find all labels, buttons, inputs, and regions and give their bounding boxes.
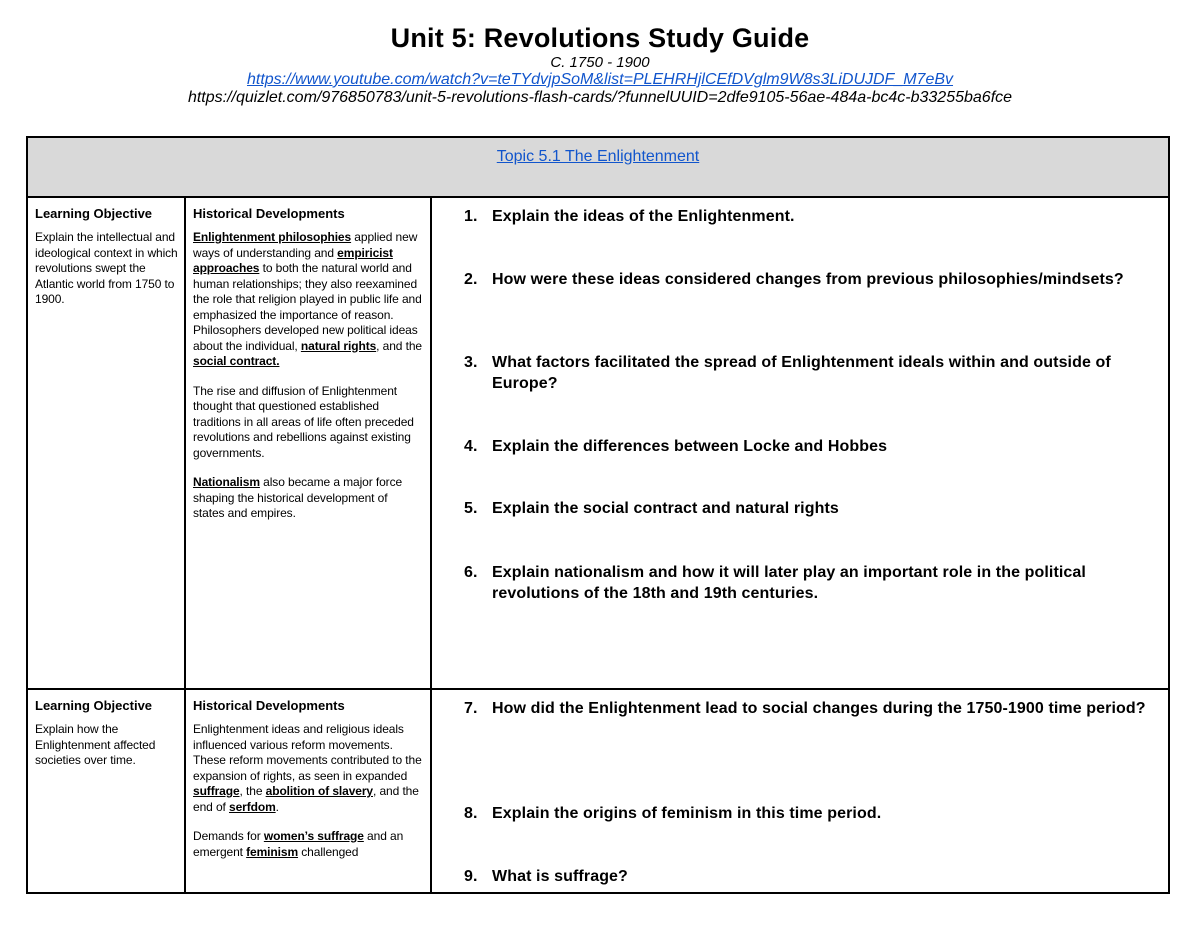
key-term: Nationalism bbox=[193, 475, 260, 489]
question-number: 2. bbox=[464, 271, 478, 288]
key-term: natural rights bbox=[300, 338, 377, 353]
paragraph-text: , the bbox=[239, 784, 266, 798]
question-text: How did the Enlightenment lead to social changes during the 1750-1900 time period? bbox=[492, 700, 1146, 717]
historical-developments-heading: Historical Developments bbox=[193, 206, 345, 221]
question-item bbox=[464, 498, 1164, 519]
question-item bbox=[464, 436, 1164, 457]
document-title: Unit 5: Revolutions Study Guide bbox=[390, 23, 810, 53]
question-text: Explain the origins of feminism in this time period. bbox=[492, 805, 882, 822]
key-term: social contract. bbox=[193, 354, 280, 368]
key-term: abolition of slavery bbox=[265, 784, 374, 798]
question-number: 6. bbox=[464, 564, 478, 581]
paragraph-text: , and the end of bbox=[193, 784, 419, 814]
table-row bbox=[28, 198, 1168, 690]
paragraph-text: Demands for bbox=[193, 829, 264, 843]
question-number: 9. bbox=[464, 868, 478, 885]
youtube-link[interactable]: https://www.youtube.com/watch?v=teTYdvjpSoM&list=PLEHRHjlCEfDVglm9W8s3LiDUJDF_M7eBv bbox=[246, 71, 954, 88]
question-item bbox=[464, 352, 1164, 394]
paragraph-text: challenged bbox=[298, 844, 359, 859]
development-paragraph: The rise and diffusion of Enlightenment thought that questioned established traditions in all areas of life often preceded revolutions and rebellions against existing governments. bbox=[193, 383, 414, 460]
learning-objective-cell bbox=[28, 198, 186, 688]
study-guide-table bbox=[26, 136, 1170, 894]
question-number: 4. bbox=[464, 438, 478, 455]
topic-link[interactable]: Topic 5.1 The Enlightenment bbox=[496, 148, 700, 165]
questions-cell bbox=[432, 690, 1168, 894]
question-item bbox=[464, 562, 1164, 604]
quizlet-link: https://quizlet.com/976850783/unit-5-revolutions-flash-cards/?funnelUUID=2dfe9105-56ae-484a-bc4c-b33255ba6fce bbox=[187, 89, 1013, 106]
question-number: 8. bbox=[464, 805, 478, 822]
development-paragraph bbox=[193, 829, 422, 860]
learning-objective-text: Explain how the Enlightenment affected societies over time. bbox=[35, 722, 156, 767]
key-term: Enlightenment philosophies bbox=[193, 230, 352, 244]
paragraph-text: . bbox=[275, 799, 279, 814]
historical-developments-cell bbox=[186, 198, 432, 688]
key-term: feminism bbox=[246, 844, 299, 859]
question-number: 5. bbox=[464, 500, 478, 517]
topic-header bbox=[28, 138, 1168, 198]
question-number: 3. bbox=[464, 354, 478, 371]
historical-developments-cell bbox=[186, 690, 432, 894]
key-term: serfdom bbox=[229, 799, 276, 814]
question-number: 7. bbox=[464, 700, 478, 717]
development-paragraph bbox=[193, 230, 422, 370]
question-item bbox=[464, 206, 1164, 227]
historical-developments-heading: Historical Developments bbox=[193, 698, 345, 713]
key-term: women’s suffrage bbox=[263, 829, 364, 843]
paragraph-text: applied new ways of understanding and bbox=[193, 230, 418, 260]
paragraph-text: also became a major force shaping the historical development of states and empires. bbox=[193, 475, 403, 520]
key-term: suffrage bbox=[193, 784, 240, 798]
question-number: 1. bbox=[464, 208, 478, 225]
question-item bbox=[464, 866, 1164, 887]
question-text: Explain the differences between Locke and Hobbes bbox=[492, 438, 888, 455]
question-item bbox=[464, 269, 1164, 290]
learning-objective-heading: Learning Objective bbox=[35, 698, 153, 713]
learning-objective-cell bbox=[28, 690, 186, 894]
question-text: What is suffrage? bbox=[492, 868, 628, 885]
table-row bbox=[28, 690, 1168, 894]
paragraph-text: and an emergent bbox=[193, 829, 404, 859]
question-text: Explain the ideas of the Enlightenment. bbox=[492, 208, 795, 225]
question-text: Explain the social contract and natural rights bbox=[492, 500, 839, 517]
paragraph-text: Enlightenment ideas and religious ideals influenced various reform movements. These reform movements contributed to the expansion of rights, as seen in expanded bbox=[193, 722, 422, 783]
key-term: empiricist approaches bbox=[193, 245, 393, 275]
paragraph-text: to both the natural world and human relationships; they also reexamined the role that religion played in public life and emphasized the importance of reason. Philosophers developed new political ideas about the individual, bbox=[193, 261, 422, 353]
development-paragraph bbox=[193, 475, 422, 522]
date-range: C. 1750 - 1900 bbox=[550, 54, 650, 71]
question-item bbox=[464, 803, 1164, 824]
development-paragraph bbox=[193, 722, 422, 815]
question-text: What factors facilitated the spread of Enlightenment ideals within and outside of Europe? bbox=[492, 354, 1111, 392]
paragraph-text: , and the bbox=[376, 338, 422, 353]
question-text: Explain nationalism and how it will later play an important role in the political revolutions of the 18th and 19th centuries. bbox=[492, 564, 1086, 602]
learning-objective-heading: Learning Objective bbox=[35, 206, 153, 221]
questions-cell bbox=[432, 198, 1168, 688]
document-header bbox=[0, 22, 1200, 107]
learning-objective-text: Explain the intellectual and ideological context in which revolutions swept the Atlantic world from 1750 to 1900. bbox=[35, 230, 178, 306]
question-item bbox=[464, 698, 1164, 719]
question-text: How were these ideas considered changes from previous philosophies/mindsets? bbox=[492, 271, 1124, 288]
